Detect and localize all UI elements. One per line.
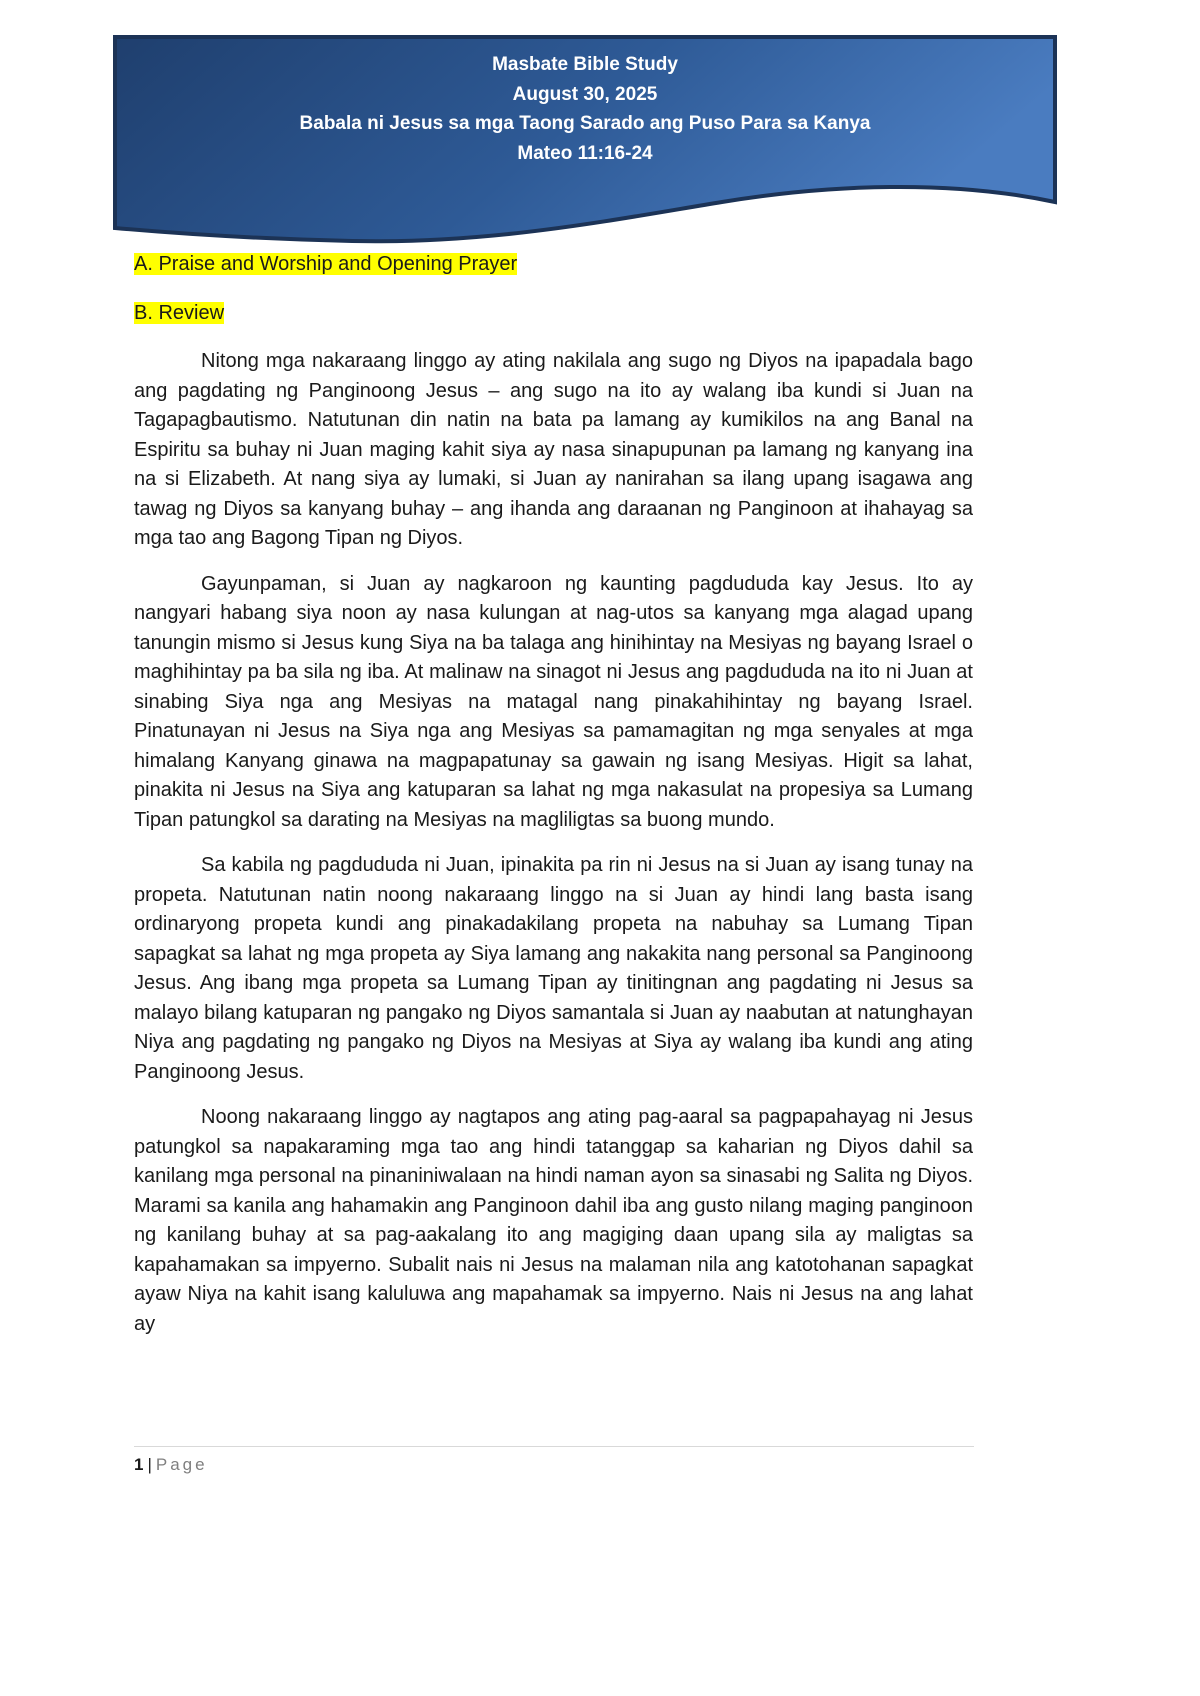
banner-text bbox=[112, 50, 1058, 168]
section-heading-b-text: B. Review bbox=[134, 301, 225, 324]
header-banner bbox=[112, 34, 1058, 246]
section-heading-a-text: A. Praise and Worship and Opening Prayer bbox=[134, 253, 518, 275]
paragraph-1: Nitong mga nakaraang linggo ay ating nakilala ang sugo ng Diyos na ipapadala bago ang pagdating ng Panginoong Jesus – ang sugo na ito ay walang iba kundi si Juan na Tagapagbautismo. Natutunan din natin na bata pa lamang ay kumikilos na ang Banal na Espiritu sa buhay ni Juan maging kahit siya ay nasa sinapupunan pa lamang ng kanyang ina na si Elizabeth. At nang siya ay lumaki, si Juan ay nanirahan sa ilang upang isagawa ang tawag ng Diyos sa kanyang buhay – ang ihanda ang daraanan ng Panginoon at ihahayag sa mga tao ang Bagong Tipan ng Diyos. bbox=[134, 350, 973, 549]
page-footer bbox=[134, 1454, 208, 1476]
document-body bbox=[134, 250, 973, 1355]
study-date: August 30, 2025 bbox=[512, 83, 658, 105]
page-label: Page bbox=[155, 1455, 208, 1474]
study-title: Masbate Bible Study bbox=[492, 54, 678, 75]
footer-divider bbox=[134, 1446, 974, 1447]
section-heading-b bbox=[134, 299, 973, 329]
section-heading-a bbox=[134, 250, 973, 280]
scripture-reference: Mateo 11:16-24 bbox=[517, 142, 653, 164]
paragraph-2: Gayunpaman, si Juan ay nagkaroon ng kaunting pagdududa kay Jesus. Ito ay nangyari habang siya noon ay nasa kulungan at nag-utos sa kanyang mga alagad upang tanungin mismo si Jesus kung Siya na ba talaga ang hinihintay na Mesiyas ng bayang Israel o maghihintay pa ba sila ng iba. At malinaw na sinagot ni Jesus ang pagdududa na ito ni Juan at sinabing Siya nga ang Mesiyas na matagal nang pinakahihintay ng bayang Israel. Pinatunayan ni Jesus na Siya nga ang Mesiyas sa pamamagitan ng mga senyales at mga himalang Kanyang ginawa na magpapatunay sa gawain ng isang Mesiyas. Higit sa lahat, pinakita ni Jesus na Siya ang katuparan sa lahat ng mga nakasulat na propesiya sa Lumang Tipan patungkol sa darating na Mesiyas na magliligtas sa buong mundo. bbox=[134, 572, 973, 831]
paragraph-3: Sa kabila ng pagdududa ni Juan, ipinakita pa rin ni Jesus na si Juan ay isang tunay na propeta. Natutunan natin noong nakaraang linggo na si Juan ay hindi lang basta isang ordinaryong propeta kundi ang pinakadakilang propeta na nabuhay sa Lumang Tipan sapagkat sa lahat ng mga propeta ay Siya lamang ang nakakita nang personal sa Panginoong Jesus. Ang ibang mga propeta sa Lumang Tipan ay tinitingnan ang pagdating ni Jesus sa malayo bilang katuparan ng pangako ng Diyos samantala si Juan ay naabutan at natunghayan Niya ang pagdating ng pangako ng Diyos na Mesiyas at Siya ay walang iba kundi ang ating Panginoong Jesus. bbox=[134, 854, 973, 1083]
footer-separator: | bbox=[147, 1455, 152, 1474]
paragraph-4: Noong nakaraang linggo ay nagtapos ang ating pag-aaral sa pagpapahayag ni Jesus patungkol sa napakaraming mga tao ang hindi tatanggap sa kaharian ng Diyos dahil sa kanilang mga personal na pinaniniwalaan na hindi naman ayon sa sinasabi ng Salita ng Diyos. Marami sa kanila ang hahamakin ang Panginoon dahil iba ang gusto nilang maging panginoon ng kanilang buhay at sa pag-aakalang ito ang magiging daan upang sila ay maligtas sa kapahamakan sa impyerno. Subalit nais ni Jesus na malaman nila ang katotohanan sapagkat ayaw Niya na kahit isang kaluluwa ang mapahamak sa impyerno. Nais ni Jesus na ang lahat ay bbox=[134, 1106, 973, 1335]
page-number: 1 bbox=[134, 1455, 144, 1474]
lesson-title: Babala ni Jesus sa mga Taong Sarado ang Puso Para sa Kanya bbox=[299, 113, 871, 134]
